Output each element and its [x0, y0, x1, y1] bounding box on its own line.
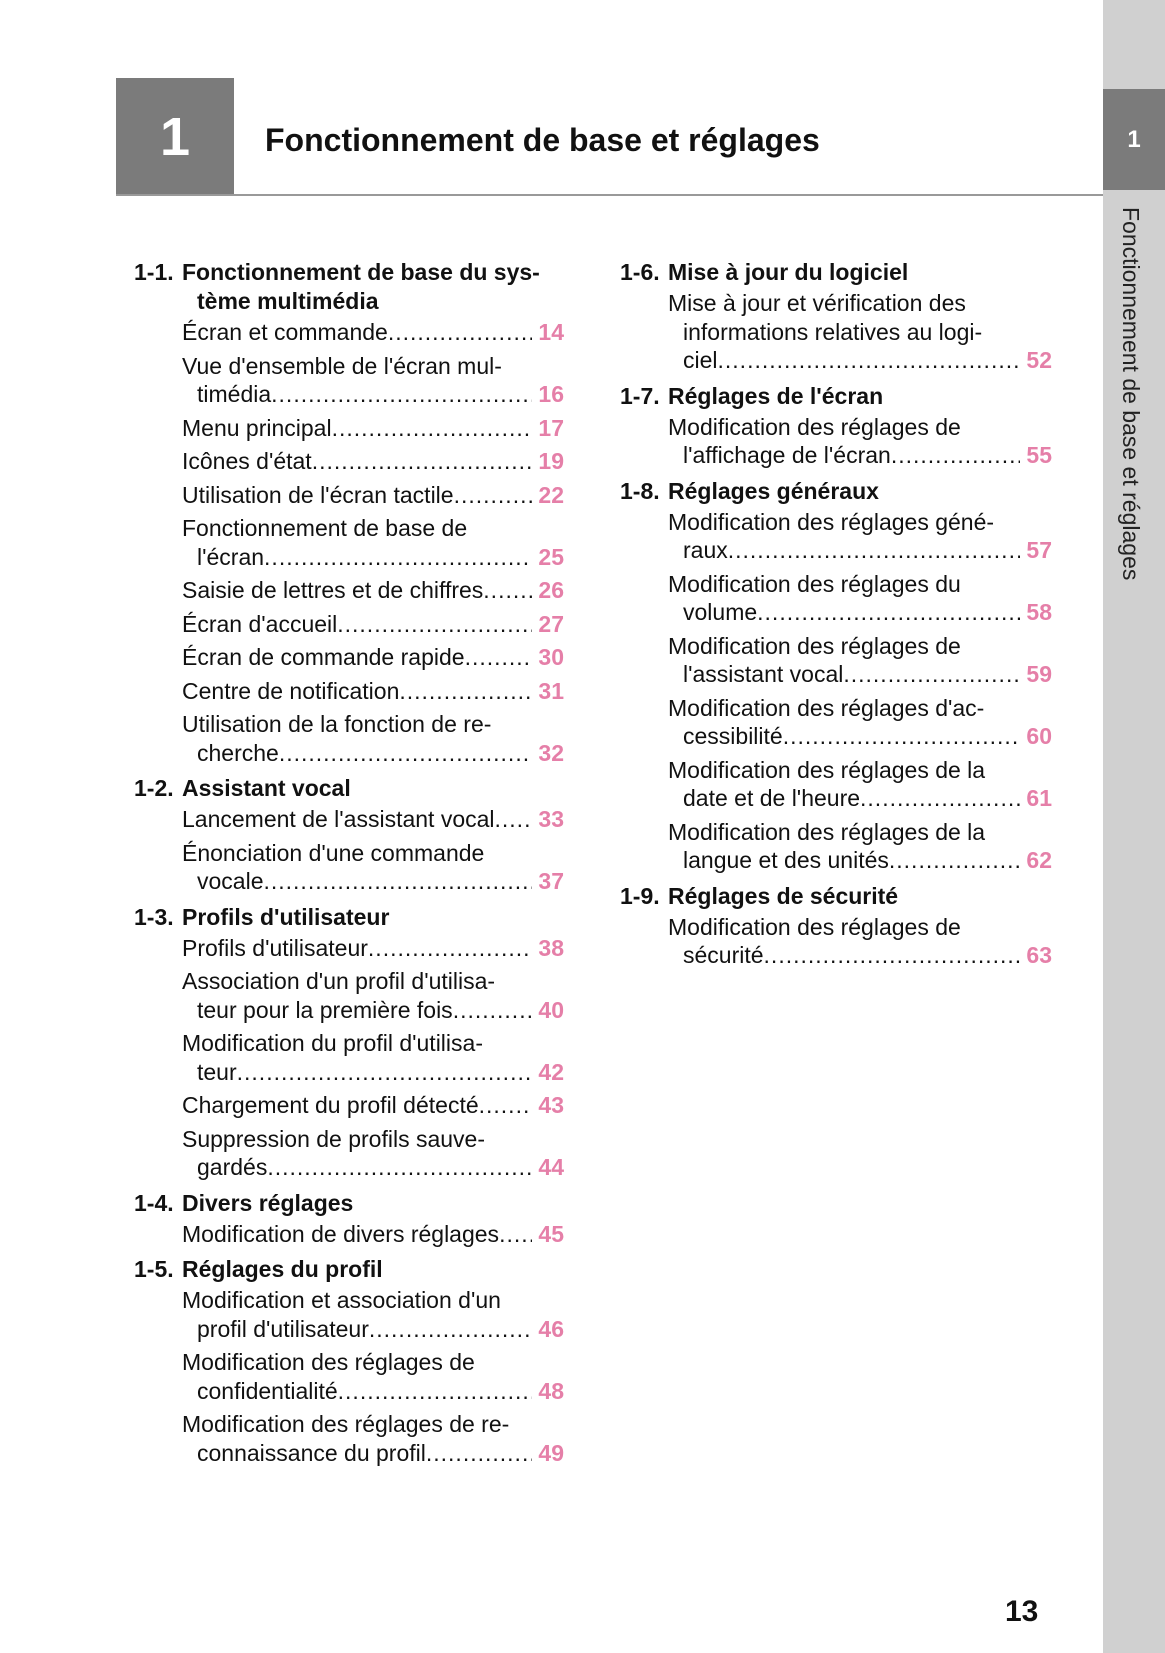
toc-entry[interactable] — [182, 1218, 564, 1252]
page-reference[interactable]: 61 — [1026, 785, 1052, 811]
entry-text-line: vocale — [197, 868, 264, 894]
dot-leader — [368, 934, 532, 963]
page-reference[interactable]: 57 — [1026, 537, 1052, 563]
toc-entry[interactable] — [668, 568, 1052, 630]
entry-text-line: Saisie de lettres et de chiffres — [182, 577, 484, 603]
entry-line-with-page — [182, 643, 564, 672]
entry-line-with-page — [182, 1058, 564, 1087]
section-number: 1-6. — [620, 259, 660, 285]
entry-text-line: gardés — [197, 1154, 268, 1180]
toc-entry[interactable] — [182, 574, 564, 608]
page-reference[interactable]: 26 — [538, 577, 564, 603]
section-number: 1-3. — [134, 903, 174, 930]
entry-text-line: Suppression de profils sauve- — [182, 1125, 485, 1152]
section-heading[interactable] — [620, 882, 1052, 911]
entry-line-with-page — [182, 610, 564, 639]
toc-entry[interactable] — [182, 1089, 564, 1123]
page-reference[interactable]: 60 — [1026, 723, 1052, 749]
page-reference[interactable]: 44 — [538, 1154, 564, 1180]
toc-entry[interactable] — [182, 965, 564, 1027]
page-reference[interactable]: 48 — [538, 1377, 564, 1404]
section-heading[interactable] — [134, 1189, 564, 1218]
page-reference[interactable]: 49 — [538, 1439, 564, 1466]
toc-entry[interactable] — [182, 445, 564, 479]
dot-leader — [454, 481, 532, 510]
header-divider — [116, 194, 1103, 196]
page-reference[interactable]: 19 — [538, 448, 564, 474]
entry-text-line: Modification des réglages d'ac- — [668, 694, 985, 721]
page-reference[interactable]: 42 — [538, 1058, 564, 1085]
entry-text-line: volume — [683, 599, 758, 625]
section-number: 1-5. — [134, 1256, 174, 1282]
page-reference[interactable]: 46 — [538, 1315, 564, 1342]
entry-text-line: Modification des réglages de — [182, 1349, 475, 1375]
toc-section — [620, 258, 1052, 378]
entry-text-line: Modification des réglages de la — [668, 818, 986, 845]
section-number: 1-7. — [620, 382, 660, 409]
page-reference[interactable]: 30 — [538, 644, 564, 670]
toc-entry[interactable] — [182, 675, 564, 709]
page-reference[interactable]: 17 — [538, 414, 564, 441]
entry-line-with-page — [182, 1315, 564, 1344]
entry-line-with-page — [182, 1153, 564, 1182]
page-reference[interactable]: 43 — [538, 1092, 564, 1118]
page-reference[interactable]: 63 — [1026, 942, 1052, 968]
page-reference[interactable]: 52 — [1026, 347, 1052, 373]
toc-entry[interactable] — [182, 641, 564, 675]
entry-text-line: teur — [197, 1058, 237, 1085]
page-number: 13 — [1005, 1595, 1039, 1628]
entry-text-line: Association d'un profil d'utilisa- — [182, 968, 496, 994]
section-heading[interactable] — [134, 258, 564, 316]
entry-text-line: l'assistant vocal — [683, 661, 844, 687]
section-number: 1-4. — [134, 1189, 174, 1216]
toc-column-right — [620, 258, 1052, 977]
section-heading[interactable] — [134, 774, 564, 803]
toc-section — [134, 1255, 564, 1470]
dot-leader — [267, 1153, 532, 1182]
entry-line-with-page — [182, 318, 564, 347]
entry-line-with-page — [182, 543, 564, 572]
entry-line-with-page — [668, 784, 1052, 813]
dot-leader — [718, 346, 1020, 375]
section-title: Profils d'utilisateur — [182, 903, 390, 930]
section-heading[interactable] — [134, 903, 564, 932]
entry-text-line: Modification des réglages de la — [668, 756, 986, 783]
page-reference[interactable]: 45 — [538, 1220, 564, 1247]
section-title: Divers réglages — [182, 1189, 354, 1216]
entry-line-with-page — [182, 481, 564, 510]
toc-entry[interactable] — [182, 1284, 564, 1346]
page-reference[interactable]: 33 — [538, 806, 564, 832]
toc-entry[interactable] — [668, 754, 1052, 816]
toc-entry[interactable] — [182, 1123, 564, 1185]
dot-leader — [279, 739, 532, 768]
dot-leader — [889, 846, 1020, 875]
toc-entry[interactable] — [182, 1346, 564, 1408]
page-reference[interactable]: 25 — [538, 543, 564, 570]
dot-leader — [453, 996, 532, 1025]
entry-text-line: connaissance du profil — [197, 1439, 426, 1466]
dot-leader — [728, 536, 1020, 565]
entry-text-line: teur pour la première fois — [197, 996, 453, 1023]
dot-leader — [312, 447, 532, 476]
entry-text-line: Menu principal — [182, 414, 332, 441]
section-title: Réglages de l'écran — [668, 382, 884, 409]
entry-text-line: Modification de divers réglages — [182, 1220, 500, 1247]
entry-text-line: Modification et association d'un — [182, 1287, 501, 1313]
entry-text-line: cessibilité — [683, 723, 783, 749]
entry-text-line: Lancement de l'assistant vocal — [182, 806, 495, 832]
dot-leader — [271, 380, 532, 409]
entry-text-line: Icônes d'état — [182, 448, 312, 474]
entry-line-with-page — [182, 1220, 564, 1249]
dot-leader — [338, 1377, 532, 1406]
entry-line-with-page — [182, 867, 564, 896]
dot-leader — [843, 660, 1020, 689]
entry-line-with-page — [182, 1439, 564, 1468]
dot-leader — [483, 576, 532, 605]
toc-entry[interactable] — [182, 1408, 564, 1470]
dot-leader — [495, 805, 532, 834]
entry-text-line: Fonctionnement de base de — [182, 515, 468, 541]
entry-line-with-page — [182, 447, 564, 476]
section-title: Réglages du profil — [182, 1256, 383, 1282]
entry-text-line: ciel — [683, 347, 718, 373]
toc-entry[interactable] — [182, 479, 564, 513]
entry-text-line: Modification des réglages géné- — [668, 508, 995, 535]
entry-text-line: date et de l'heure — [683, 785, 861, 811]
toc-entry[interactable] — [668, 816, 1052, 878]
toc-entry[interactable] — [182, 803, 564, 837]
page-reference[interactable]: 16 — [538, 381, 564, 407]
entry-text-line: Modification des réglages de — [668, 913, 961, 940]
chapter-number-box: 1 — [116, 78, 234, 195]
entry-text-line: Modification des réglages du — [668, 570, 961, 597]
entry-text-line: Modification des réglages de — [668, 413, 961, 440]
entry-text-line: Profils d'utilisateur — [182, 934, 368, 961]
entry-line-with-page — [182, 805, 564, 834]
page-reference[interactable]: 14 — [538, 319, 564, 345]
entry-text-line: Utilisation de la fonction de re- — [182, 711, 492, 737]
dot-leader — [891, 441, 1020, 470]
toc-entry[interactable] — [668, 411, 1052, 473]
entry-text-line: langue et des unités — [683, 847, 889, 873]
toc-entry[interactable] — [182, 708, 564, 770]
section-title: Assistant vocal — [182, 775, 351, 801]
entry-text-line: Utilisation de l'écran tactile — [182, 481, 454, 508]
entry-line-with-page — [182, 934, 564, 963]
entry-line-with-page — [182, 996, 564, 1025]
section-number: 1-9. — [620, 882, 660, 909]
dot-leader — [263, 867, 532, 896]
dot-leader — [332, 414, 532, 443]
chapter-title: Fonctionnement de base et réglages — [265, 122, 820, 158]
dot-leader — [237, 1058, 532, 1087]
entry-text-line: Modification des réglages de — [668, 632, 961, 659]
toc-entry[interactable] — [182, 316, 564, 350]
dot-leader — [757, 598, 1020, 627]
entry-text-line: Modification du profil d'utilisa- — [182, 1030, 483, 1056]
toc-entry[interactable] — [182, 412, 564, 446]
toc-entry[interactable] — [182, 837, 564, 899]
dot-leader — [264, 543, 532, 572]
toc-section — [620, 882, 1052, 973]
toc-entry[interactable] — [668, 287, 1052, 378]
entry-text-line: profil d'utilisateur — [197, 1315, 369, 1342]
entry-line-with-page — [182, 414, 564, 443]
toc-entry[interactable] — [668, 506, 1052, 568]
entry-text-line: timédia — [197, 381, 272, 407]
section-heading[interactable] — [134, 1255, 564, 1284]
section-title: Réglages de sécurité — [668, 882, 899, 909]
section-title: Fonctionnement de base du sys- tème multimédia — [182, 259, 540, 314]
entry-text-line: Écran et commande — [182, 319, 388, 345]
entry-text-line: Modification des réglages de re- — [182, 1411, 510, 1437]
toc-section — [134, 1189, 564, 1252]
toc-entry[interactable] — [182, 512, 564, 574]
entry-line-with-page — [182, 739, 564, 768]
entry-text-line: Centre de notification — [182, 677, 400, 704]
side-tab-chapter-number: 1 — [1103, 89, 1165, 190]
entry-line-with-page — [182, 1377, 564, 1406]
toc-section — [620, 382, 1052, 473]
section-heading[interactable] — [620, 382, 1052, 411]
toc-entry[interactable] — [668, 692, 1052, 754]
toc-section — [134, 903, 564, 1185]
toc-section — [620, 477, 1052, 878]
entry-text-line: l'écran — [197, 543, 265, 570]
page-reference[interactable]: 38 — [538, 934, 564, 961]
dot-leader — [399, 677, 532, 706]
entry-line-with-page — [668, 660, 1052, 689]
page-reference[interactable]: 22 — [538, 481, 564, 508]
dot-leader — [426, 1439, 532, 1468]
entry-text-line: sécurité — [683, 942, 764, 968]
page-reference[interactable]: 40 — [538, 996, 564, 1023]
entry-text-line: informations relatives au logi- — [683, 318, 983, 345]
toc-entry[interactable] — [182, 350, 564, 412]
section-heading[interactable] — [620, 477, 1052, 506]
entry-line-with-page — [182, 576, 564, 605]
page-reference[interactable]: 58 — [1026, 599, 1052, 625]
entry-line-with-page — [668, 346, 1052, 375]
entry-text-line: Chargement du profil détecté — [182, 1092, 479, 1118]
entry-text-line: Écran de commande rapide — [182, 644, 465, 670]
toc-entry[interactable] — [668, 630, 1052, 692]
section-heading[interactable] — [620, 258, 1052, 287]
toc-section — [134, 774, 564, 899]
toc-column-left — [134, 258, 564, 1474]
entry-text-line: cherche — [197, 739, 279, 766]
dot-leader — [465, 643, 532, 672]
dot-leader — [479, 1091, 532, 1120]
dot-leader — [337, 610, 532, 639]
dot-leader — [388, 318, 532, 347]
page-reference[interactable]: 55 — [1026, 442, 1052, 468]
entry-text-line: Vue d'ensemble de l'écran mul- — [182, 352, 502, 379]
entry-text-line: raux — [683, 537, 728, 563]
section-title: Réglages généraux — [668, 477, 879, 504]
entry-line-with-page — [668, 846, 1052, 875]
entry-line-with-page — [668, 941, 1052, 970]
dot-leader — [369, 1315, 532, 1344]
section-number: 1-8. — [620, 477, 660, 504]
dot-leader — [783, 722, 1020, 751]
toc-section — [134, 258, 564, 770]
page-reference[interactable]: 37 — [538, 868, 564, 894]
page-reference[interactable]: 32 — [538, 739, 564, 766]
toc-entry[interactable] — [182, 932, 564, 966]
entry-text-line: confidentialité — [197, 1377, 338, 1404]
entry-line-with-page — [668, 441, 1052, 470]
section-title: Mise à jour du logiciel — [668, 259, 909, 285]
toc-entry[interactable] — [182, 608, 564, 642]
dot-leader — [764, 941, 1020, 970]
entry-text-line: Énonciation d'une commande — [182, 839, 485, 866]
section-number: 1-2. — [134, 775, 174, 801]
entry-text-line: Écran d'accueil — [182, 610, 338, 637]
entry-line-with-page — [182, 677, 564, 706]
entry-text-line: Mise à jour et vérification des — [668, 290, 966, 316]
entry-text-line: l'affichage de l'écran — [683, 442, 891, 468]
dot-leader — [499, 1220, 532, 1249]
dot-leader — [860, 784, 1020, 813]
page-reference[interactable]: 59 — [1026, 661, 1052, 687]
section-number: 1-1. — [134, 259, 174, 285]
toc-entry[interactable] — [182, 1027, 564, 1089]
toc-entry[interactable] — [668, 911, 1052, 973]
entry-line-with-page — [182, 1091, 564, 1120]
entry-line-with-page — [668, 536, 1052, 565]
entry-line-with-page — [668, 598, 1052, 627]
page-reference[interactable]: 31 — [538, 677, 564, 704]
page-reference[interactable]: 27 — [538, 610, 564, 637]
page-reference[interactable]: 62 — [1026, 847, 1052, 873]
entry-line-with-page — [668, 722, 1052, 751]
side-tab-label: Fonctionnement de base et réglages — [1118, 207, 1144, 581]
entry-line-with-page — [182, 380, 564, 409]
